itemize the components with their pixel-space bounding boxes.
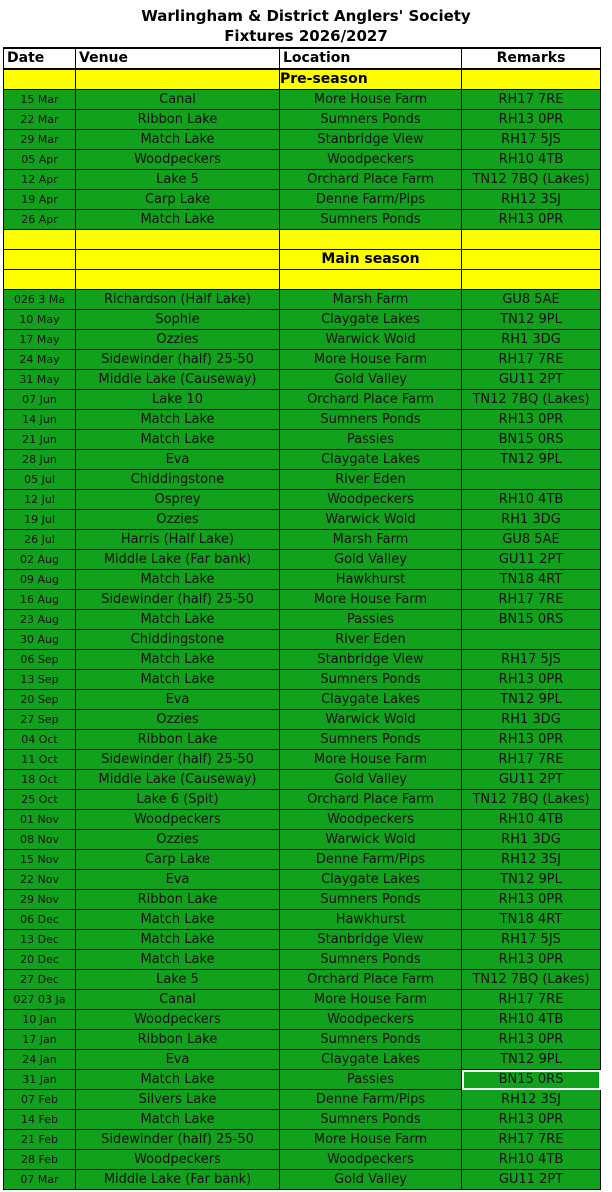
remarks-cell[interactable]: RH17 7RE xyxy=(462,350,601,370)
cell[interactable] xyxy=(280,230,462,250)
remarks-cell[interactable]: RH13 0PR xyxy=(462,730,601,750)
venue-cell[interactable]: Ribbon Lake xyxy=(76,1030,280,1050)
cell[interactable] xyxy=(76,270,280,290)
date-cell[interactable]: 27 Sep xyxy=(4,710,76,730)
location-cell[interactable]: Denne Farm/Pips xyxy=(280,850,462,870)
venue-cell[interactable]: Sidewinder (half) 25-50 xyxy=(76,1130,280,1150)
remarks-cell[interactable]: RH13 0PR xyxy=(462,670,601,690)
remarks-cell[interactable]: GU8 5AE xyxy=(462,530,601,550)
spacer-row xyxy=(4,270,601,290)
location-cell[interactable]: More House Farm xyxy=(280,1130,462,1150)
remarks-cell[interactable]: RH17 7RE xyxy=(462,90,601,110)
location-cell[interactable]: Warwick Wold xyxy=(280,330,462,350)
date-cell[interactable]: 027 03 Ja xyxy=(4,990,76,1010)
date-cell[interactable]: 15 Nov xyxy=(4,850,76,870)
remarks-cell[interactable]: TN12 9PL xyxy=(462,310,601,330)
location-cell[interactable]: Gold Valley xyxy=(280,770,462,790)
date-cell[interactable]: 06 Sep xyxy=(4,650,76,670)
cell[interactable] xyxy=(462,250,601,270)
date-cell[interactable]: 10 May xyxy=(4,310,76,330)
table-row xyxy=(4,1150,601,1170)
cell[interactable] xyxy=(462,230,601,250)
venue-cell[interactable]: Woodpeckers xyxy=(76,810,280,830)
location-cell[interactable]: Marsh Farm xyxy=(280,530,462,550)
remarks-cell[interactable]: RH1 3DG xyxy=(462,830,601,850)
remarks-cell[interactable]: BN15 0RS xyxy=(462,1070,601,1090)
date-cell[interactable]: 17 Jan xyxy=(4,1030,76,1050)
remarks-cell[interactable]: GU11 2PT xyxy=(462,1170,601,1190)
date-cell[interactable]: 28 Feb xyxy=(4,1150,76,1170)
remarks-cell[interactable]: BN15 0RS xyxy=(462,430,601,450)
date-cell[interactable]: 08 Nov xyxy=(4,830,76,850)
location-cell[interactable]: Stanbridge View xyxy=(280,650,462,670)
date-cell[interactable]: 22 Nov xyxy=(4,870,76,890)
venue-cell[interactable]: Match Lake xyxy=(76,950,280,970)
location-cell[interactable]: Warwick Wold xyxy=(280,510,462,530)
remarks-cell[interactable]: TN12 7BQ (Lakes) xyxy=(462,170,601,190)
venue-cell[interactable]: Lake 5 xyxy=(76,170,280,190)
table-row xyxy=(4,150,601,170)
fixtures-table xyxy=(3,47,601,1190)
venue-cell[interactable]: Match Lake xyxy=(76,1110,280,1130)
date-cell[interactable]: 25 Oct xyxy=(4,790,76,810)
table-row xyxy=(4,570,601,590)
venue-cell[interactable]: Match Lake xyxy=(76,570,280,590)
remarks-cell[interactable]: RH17 7RE xyxy=(462,750,601,770)
table-row xyxy=(4,1010,601,1030)
location-cell[interactable]: Warwick Wold xyxy=(280,710,462,730)
location-cell[interactable]: More House Farm xyxy=(280,990,462,1010)
remarks-cell[interactable]: RH17 5JS xyxy=(462,930,601,950)
date-cell[interactable]: 14 Jun xyxy=(4,410,76,430)
venue-cell[interactable]: Sophie xyxy=(76,310,280,330)
location-cell[interactable]: Passies xyxy=(280,1070,462,1090)
venue-cell[interactable]: Sidewinder (half) 25-50 xyxy=(76,590,280,610)
remarks-cell[interactable]: RH13 0PR xyxy=(462,890,601,910)
remarks-cell[interactable]: RH13 0PR xyxy=(462,210,601,230)
remarks-cell[interactable]: TN12 7BQ (Lakes) xyxy=(462,970,601,990)
location-cell[interactable]: Woodpeckers xyxy=(280,490,462,510)
venue-cell[interactable]: Match Lake xyxy=(76,130,280,150)
table-row xyxy=(4,790,601,810)
preseason-label-row xyxy=(4,69,601,90)
location-cell[interactable]: Sumners Ponds xyxy=(280,410,462,430)
remarks-cell[interactable]: RH17 7RE xyxy=(462,1130,601,1150)
table-row xyxy=(4,910,601,930)
location-cell[interactable]: Marsh Farm xyxy=(280,290,462,310)
date-cell[interactable]: 21 Feb xyxy=(4,1130,76,1150)
venue-cell[interactable]: Middle Lake (Causeway) xyxy=(76,370,280,390)
remarks-cell[interactable]: RH10 4TB xyxy=(462,490,601,510)
date-cell[interactable]: 04 Oct xyxy=(4,730,76,750)
date-cell[interactable]: 05 Jul xyxy=(4,470,76,490)
sheet-title: Warlingham & District Anglers' Society xyxy=(141,7,471,25)
remarks-cell[interactable]: RH17 7RE xyxy=(462,990,601,1010)
location-cell[interactable]: Claygate Lakes xyxy=(280,690,462,710)
table-row xyxy=(4,630,601,650)
table-row xyxy=(4,550,601,570)
location-cell[interactable]: Sumners Ponds xyxy=(280,110,462,130)
cell[interactable] xyxy=(462,270,601,290)
location-cell[interactable]: Sumners Ponds xyxy=(280,670,462,690)
date-cell[interactable]: 026 3 Ma xyxy=(4,290,76,310)
location-cell[interactable]: Sumners Ponds xyxy=(280,950,462,970)
col-header-venue[interactable]: Venue xyxy=(76,48,280,69)
mainseason-label[interactable]: Main season xyxy=(280,250,462,270)
table-row xyxy=(4,1030,601,1050)
col-header-remarks[interactable]: Remarks xyxy=(462,48,601,69)
venue-cell[interactable]: Eva xyxy=(76,870,280,890)
venue-cell[interactable]: Match Lake xyxy=(76,410,280,430)
table-row xyxy=(4,650,601,670)
table-row xyxy=(4,970,601,990)
location-cell[interactable]: Woodpeckers xyxy=(280,150,462,170)
remarks-cell[interactable]: RH17 7RE xyxy=(462,590,601,610)
location-cell[interactable]: Woodpeckers xyxy=(280,1010,462,1030)
remarks-cell[interactable]: RH10 4TB xyxy=(462,1010,601,1030)
table-row xyxy=(4,950,601,970)
remarks-cell[interactable]: TN12 9PL xyxy=(462,870,601,890)
venue-cell[interactable]: Canal xyxy=(76,90,280,110)
date-cell[interactable]: 18 Oct xyxy=(4,770,76,790)
venue-cell[interactable]: Woodpeckers xyxy=(76,1150,280,1170)
date-cell[interactable]: 12 Jul xyxy=(4,490,76,510)
location-cell[interactable]: Orchard Place Farm xyxy=(280,790,462,810)
location-cell[interactable]: Claygate Lakes xyxy=(280,310,462,330)
table-row xyxy=(4,110,601,130)
venue-cell[interactable]: Ozzies xyxy=(76,510,280,530)
date-cell[interactable]: 27 Dec xyxy=(4,970,76,990)
date-cell[interactable]: 05 Apr xyxy=(4,150,76,170)
location-cell[interactable]: Warwick Wold xyxy=(280,830,462,850)
venue-cell[interactable]: Sidewinder (half) 25-50 xyxy=(76,750,280,770)
table-row xyxy=(4,610,601,630)
cell[interactable] xyxy=(462,69,601,90)
table-row xyxy=(4,1090,601,1110)
location-cell[interactable]: Orchard Place Farm xyxy=(280,170,462,190)
location-cell[interactable]: Stanbridge View xyxy=(280,130,462,150)
cell[interactable] xyxy=(4,270,76,290)
cell[interactable] xyxy=(76,69,280,90)
remarks-cell[interactable]: TN12 7BQ (Lakes) xyxy=(462,790,601,810)
table-row xyxy=(4,210,601,230)
table-row xyxy=(4,750,601,770)
venue-cell[interactable]: Lake 5 xyxy=(76,970,280,990)
location-cell[interactable]: Orchard Place Farm xyxy=(280,970,462,990)
table-row xyxy=(4,190,601,210)
venue-cell[interactable]: Ribbon Lake xyxy=(76,890,280,910)
date-cell[interactable]: 29 Mar xyxy=(4,130,76,150)
table-row xyxy=(4,990,601,1010)
venue-cell[interactable]: Match Lake xyxy=(76,910,280,930)
remarks-cell[interactable]: RH17 5JS xyxy=(462,650,601,670)
remarks-cell[interactable]: TN18 4RT xyxy=(462,910,601,930)
location-cell[interactable]: Claygate Lakes xyxy=(280,1050,462,1070)
venue-cell[interactable]: Eva xyxy=(76,1050,280,1070)
location-cell[interactable]: River Eden xyxy=(280,630,462,650)
table-row xyxy=(4,490,601,510)
remarks-cell[interactable]: RH12 3SJ xyxy=(462,850,601,870)
remarks-cell[interactable]: RH12 3SJ xyxy=(462,1090,601,1110)
date-cell[interactable]: 26 Apr xyxy=(4,210,76,230)
table-row xyxy=(4,130,601,150)
cell[interactable] xyxy=(280,270,462,290)
location-cell[interactable]: Claygate Lakes xyxy=(280,450,462,470)
remarks-cell[interactable]: RH10 4TB xyxy=(462,1150,601,1170)
remarks-cell[interactable]: BN15 0RS xyxy=(462,610,601,630)
remarks-cell[interactable]: GU11 2PT xyxy=(462,550,601,570)
venue-cell[interactable]: Carp Lake xyxy=(76,190,280,210)
date-cell[interactable]: 07 Jun xyxy=(4,390,76,410)
remarks-cell[interactable]: RH1 3DG xyxy=(462,330,601,350)
venue-cell[interactable]: Ozzies xyxy=(76,710,280,730)
table-row xyxy=(4,930,601,950)
date-cell[interactable]: 15 Mar xyxy=(4,90,76,110)
cell[interactable] xyxy=(4,69,76,90)
venue-cell[interactable]: Silvers Lake xyxy=(76,1090,280,1110)
cell[interactable] xyxy=(4,250,76,270)
location-cell[interactable]: Stanbridge View xyxy=(280,930,462,950)
location-cell[interactable]: Woodpeckers xyxy=(280,810,462,830)
remarks-cell[interactable]: RH1 3DG xyxy=(462,510,601,530)
mainseason-label-row xyxy=(4,250,601,270)
remarks-cell[interactable]: RH10 4TB xyxy=(462,810,601,830)
table-row xyxy=(4,450,601,470)
venue-cell[interactable]: Ribbon Lake xyxy=(76,110,280,130)
table-row xyxy=(4,710,601,730)
table-row xyxy=(4,310,601,330)
table-row xyxy=(4,870,601,890)
remarks-cell[interactable]: TN18 4RT xyxy=(462,570,601,590)
venue-cell[interactable]: Match Lake xyxy=(76,1070,280,1090)
date-cell[interactable]: 20 Dec xyxy=(4,950,76,970)
location-cell[interactable]: Sumners Ponds xyxy=(280,890,462,910)
venue-cell[interactable]: Match Lake xyxy=(76,210,280,230)
table-row xyxy=(4,90,601,110)
table-row xyxy=(4,770,601,790)
table-row xyxy=(4,590,601,610)
remarks-cell[interactable]: RH17 5JS xyxy=(462,130,601,150)
table-row xyxy=(4,530,601,550)
table-row xyxy=(4,430,601,450)
remarks-cell[interactable]: GU8 5AE xyxy=(462,290,601,310)
location-cell[interactable]: Denne Farm/Pips xyxy=(280,1090,462,1110)
table-row xyxy=(4,1170,601,1190)
location-cell[interactable]: More House Farm xyxy=(280,350,462,370)
date-cell[interactable]: 28 Jun xyxy=(4,450,76,470)
location-cell[interactable]: More House Farm xyxy=(280,90,462,110)
date-cell[interactable]: 07 Mar xyxy=(4,1170,76,1190)
venue-cell[interactable]: Eva xyxy=(76,690,280,710)
remarks-cell[interactable]: GU11 2PT xyxy=(462,370,601,390)
table-row xyxy=(4,410,601,430)
date-cell[interactable]: 22 Mar xyxy=(4,110,76,130)
venue-cell[interactable]: Match Lake xyxy=(76,670,280,690)
location-cell[interactable]: Hawkhurst xyxy=(280,910,462,930)
location-cell[interactable]: Denne Farm/Pips xyxy=(280,190,462,210)
table-row xyxy=(4,350,601,370)
location-cell[interactable]: More House Farm xyxy=(280,750,462,770)
cell[interactable] xyxy=(76,230,280,250)
table-row xyxy=(4,1070,601,1090)
remarks-cell[interactable]: RH13 0PR xyxy=(462,410,601,430)
cell[interactable] xyxy=(4,230,76,250)
venue-cell[interactable]: Harris (Half Lake) xyxy=(76,530,280,550)
date-cell[interactable]: 13 Sep xyxy=(4,670,76,690)
location-cell[interactable]: More House Farm xyxy=(280,590,462,610)
table-row xyxy=(4,810,601,830)
remarks-cell[interactable]: TN12 9PL xyxy=(462,690,601,710)
location-cell[interactable]: Gold Valley xyxy=(280,1170,462,1190)
table-row xyxy=(4,690,601,710)
location-cell[interactable]: Sumners Ponds xyxy=(280,1030,462,1050)
table-row xyxy=(4,1130,601,1150)
location-cell[interactable]: Orchard Place Farm xyxy=(280,390,462,410)
table-row xyxy=(4,290,601,310)
remarks-cell[interactable] xyxy=(462,630,601,650)
date-cell[interactable]: 07 Feb xyxy=(4,1090,76,1110)
venue-cell[interactable]: Match Lake xyxy=(76,610,280,630)
table-row xyxy=(4,670,601,690)
table-row xyxy=(4,830,601,850)
table-row xyxy=(4,850,601,870)
date-cell[interactable]: 19 Apr xyxy=(4,190,76,210)
date-cell[interactable]: 24 May xyxy=(4,350,76,370)
cell[interactable] xyxy=(76,250,280,270)
remarks-cell[interactable]: TN12 7BQ (Lakes) xyxy=(462,390,601,410)
venue-cell[interactable]: Ozzies xyxy=(76,330,280,350)
remarks-cell[interactable]: RH12 3SJ xyxy=(462,190,601,210)
date-cell[interactable]: 17 May xyxy=(4,330,76,350)
table-row xyxy=(4,890,601,910)
location-cell[interactable]: Gold Valley xyxy=(280,370,462,390)
venue-cell[interactable]: Ribbon Lake xyxy=(76,730,280,750)
location-cell[interactable]: Sumners Ponds xyxy=(280,730,462,750)
col-header-date[interactable]: Date xyxy=(4,48,76,69)
date-cell[interactable]: 13 Dec xyxy=(4,930,76,950)
table-row xyxy=(4,1110,601,1130)
venue-cell[interactable]: Lake 6 (Spit) xyxy=(76,790,280,810)
table-row xyxy=(4,370,601,390)
venue-cell[interactable]: Carp Lake xyxy=(76,850,280,870)
spacer-row xyxy=(4,230,601,250)
venue-cell[interactable]: Match Lake xyxy=(76,930,280,950)
date-cell[interactable]: 06 Dec xyxy=(4,910,76,930)
date-cell[interactable]: 20 Sep xyxy=(4,690,76,710)
location-cell[interactable]: Passies xyxy=(280,610,462,630)
location-cell[interactable]: Sumners Ponds xyxy=(280,210,462,230)
venue-cell[interactable]: Sidewinder (half) 25-50 xyxy=(76,350,280,370)
date-cell[interactable]: 14 Feb xyxy=(4,1110,76,1130)
sheet-subtitle: Fixtures 2026/2027 xyxy=(224,27,388,45)
remarks-cell[interactable]: TN12 9PL xyxy=(462,450,601,470)
table-row xyxy=(4,1050,601,1070)
preseason-label[interactable]: Pre-season xyxy=(280,69,462,90)
venue-cell[interactable]: Match Lake xyxy=(76,430,280,450)
remarks-cell[interactable]: GU11 2PT xyxy=(462,770,601,790)
col-header-location[interactable]: Location xyxy=(280,48,462,69)
date-cell[interactable]: 24 Jan xyxy=(4,1050,76,1070)
venue-cell[interactable]: Middle Lake (Far bank) xyxy=(76,1170,280,1190)
venue-cell[interactable]: Middle Lake (Causeway) xyxy=(76,770,280,790)
date-cell[interactable]: 23 Aug xyxy=(4,610,76,630)
remarks-cell[interactable]: RH10 4TB xyxy=(462,150,601,170)
venue-cell[interactable]: Middle Lake (Far bank) xyxy=(76,550,280,570)
venue-cell[interactable]: Ozzies xyxy=(76,830,280,850)
date-cell[interactable]: 19 Jul xyxy=(4,510,76,530)
date-cell[interactable]: 02 Aug xyxy=(4,550,76,570)
venue-cell[interactable]: Match Lake xyxy=(76,650,280,670)
location-cell[interactable]: Sumners Ponds xyxy=(280,1110,462,1130)
location-cell[interactable]: Hawkhurst xyxy=(280,570,462,590)
date-cell[interactable]: 09 Aug xyxy=(4,570,76,590)
date-cell[interactable]: 12 Apr xyxy=(4,170,76,190)
date-cell[interactable]: 30 Aug xyxy=(4,630,76,650)
date-cell[interactable]: 21 Jun xyxy=(4,430,76,450)
venue-cell[interactable]: Osprey xyxy=(76,490,280,510)
date-cell[interactable]: 26 Jul xyxy=(4,530,76,550)
table-row xyxy=(4,510,601,530)
location-cell[interactable]: Passies xyxy=(280,430,462,450)
date-cell[interactable]: 31 Jan xyxy=(4,1070,76,1090)
date-cell[interactable]: 29 Nov xyxy=(4,890,76,910)
remarks-cell[interactable] xyxy=(462,470,601,490)
table-row xyxy=(4,730,601,750)
date-cell[interactable]: 01 Nov xyxy=(4,810,76,830)
table-row xyxy=(4,170,601,190)
date-cell[interactable]: 11 Oct xyxy=(4,750,76,770)
table-row xyxy=(4,470,601,490)
remarks-cell[interactable]: RH13 0PR xyxy=(462,1030,601,1050)
venue-cell[interactable]: Chiddingstone xyxy=(76,630,280,650)
remarks-cell[interactable]: TN12 9PL xyxy=(462,1050,601,1070)
venue-cell[interactable]: Chiddingstone xyxy=(76,470,280,490)
venue-cell[interactable]: Eva xyxy=(76,450,280,470)
date-cell[interactable]: 16 Aug xyxy=(4,590,76,610)
venue-cell[interactable]: Canal xyxy=(76,990,280,1010)
location-cell[interactable]: River Eden xyxy=(280,470,462,490)
location-cell[interactable]: Woodpeckers xyxy=(280,1150,462,1170)
venue-cell[interactable]: Lake 10 xyxy=(76,390,280,410)
remarks-cell[interactable]: RH1 3DG xyxy=(462,710,601,730)
header-row xyxy=(4,48,601,69)
remarks-cell[interactable]: RH13 0PR xyxy=(462,1110,601,1130)
location-cell[interactable]: Gold Valley xyxy=(280,550,462,570)
venue-cell[interactable]: Richardson (Half Lake) xyxy=(76,290,280,310)
venue-cell[interactable]: Woodpeckers xyxy=(76,1010,280,1030)
date-cell[interactable]: 10 Jan xyxy=(4,1010,76,1030)
location-cell[interactable]: Claygate Lakes xyxy=(280,870,462,890)
date-cell[interactable]: 31 May xyxy=(4,370,76,390)
remarks-cell[interactable]: RH13 0PR xyxy=(462,110,601,130)
remarks-cell[interactable]: RH13 0PR xyxy=(462,950,601,970)
table-row xyxy=(4,390,601,410)
venue-cell[interactable]: Woodpeckers xyxy=(76,150,280,170)
table-row xyxy=(4,330,601,350)
